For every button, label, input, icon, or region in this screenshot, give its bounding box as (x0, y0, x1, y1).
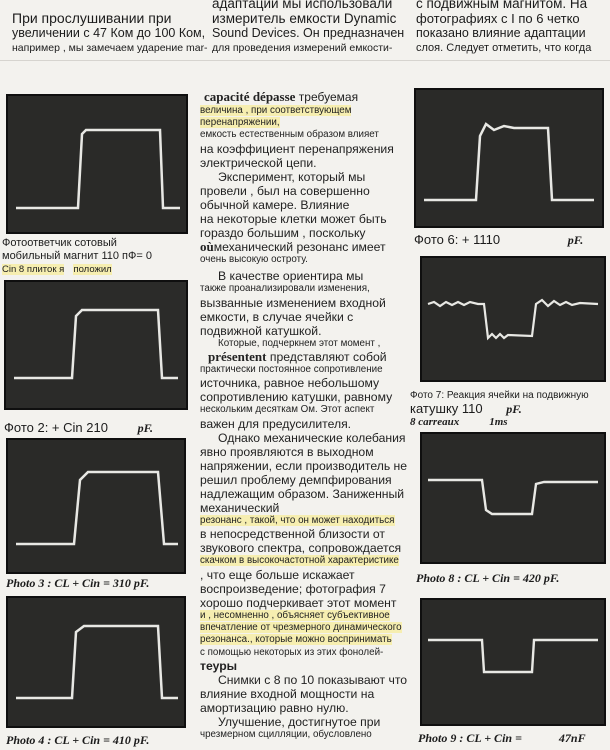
caption-photo-3: Photo 3 : CL + Cin = 310 pF. (6, 576, 150, 590)
text: в непосредственной близости от звукового спектра, сопровождается (200, 527, 402, 556)
caption-highlight: положил (73, 264, 112, 275)
top-mid-line: Sound Devices. Он предназначен (212, 26, 405, 40)
french-word: dépasse (252, 89, 296, 104)
text: представляют собой (269, 349, 387, 364)
text: вызванные изменением входной емкости, в случае ячейки с подвижной катушкой. (200, 295, 386, 338)
text: требуемая (298, 90, 359, 104)
caption-photo-1 (2, 237, 152, 276)
text: теуры (200, 659, 238, 674)
caption-line: Фотоответчик сотовый (2, 237, 117, 249)
oscilloscope-photo-3 (6, 438, 186, 574)
caption-unit: 47nF (558, 731, 586, 745)
caption-photo-6 (414, 232, 583, 248)
caption-highlight: Cin 8 плиток я (2, 264, 65, 275)
caption-unit: pF. (567, 233, 584, 247)
caption-text: 8 carreaux (410, 416, 460, 428)
caption-photo-4: Photo 4 : CL + Cin = 410 pF. (6, 733, 150, 747)
top-mid-line: измеритель емкости Dynamic (212, 11, 397, 26)
paragraph-5: Которые, подчеркнем этот момент , (218, 337, 381, 349)
caption-line: Фото 7: Реакция ячейки на подвижную (410, 390, 589, 401)
text: практически постоянное сопротивление (200, 363, 383, 375)
top-right-line: с подвижным магнитом. На (416, 0, 588, 11)
text: важен для предусилителя. (200, 416, 352, 431)
caption-line: мобильный магнит 110 пФ= 0 (2, 250, 152, 262)
paragraph-4: В качестве ориентира мы (218, 269, 364, 284)
oscilloscope-photo-2 (4, 280, 188, 410)
text: емкость естественным образом влияет (200, 129, 379, 141)
top-mid-line: для проведения измерений емкости- (212, 42, 393, 54)
top-right-line: показано влияние адаптации (416, 26, 586, 40)
top-right-line: слоя. Следует отметить, что когда (416, 42, 592, 54)
highlight-line (200, 105, 410, 130)
text: с помощью некоторых из этих фонолей- (200, 646, 384, 658)
caption-photo-8: Photo 8 : CL + Cin = 420 pF. (416, 571, 560, 585)
top-mid-text (212, 0, 404, 55)
text: также проанализировали изменения, (200, 283, 370, 295)
french-word: présentent (208, 348, 267, 364)
french-word: capacité (204, 89, 250, 104)
caption-text: 1ms (489, 416, 508, 428)
caption-photo-9 (418, 732, 586, 745)
top-left-line: увеличении с 47 Ком до 100 Ком, (12, 26, 206, 40)
caption-text: Photo 9 : CL + Cin = (418, 731, 522, 745)
highlight-line (200, 555, 410, 567)
text (200, 350, 410, 364)
paragraph-7: Снимки с 8 по 10 показывают что влияние входной мощности на амортизацию равно нулю. (200, 673, 408, 716)
text: очень высокую остроту. (200, 253, 308, 265)
highlight: величина , при соответствующем перенапряжении, (200, 104, 352, 128)
top-divider (0, 60, 610, 61)
caption-line (410, 402, 589, 416)
highlight-line (200, 610, 410, 647)
text: механический резонанс имеет (213, 239, 386, 254)
text: , что еще больше искажает воспроизведение; фотография 7 хорошо подчеркивает этот момент (200, 567, 397, 610)
text: нескольким десяткам Ом. Этот аспект (200, 404, 375, 416)
oscilloscope-photo-4 (6, 596, 186, 728)
caption-text: Фото 2: + Cin 210 (4, 420, 108, 435)
caption-photo-2 (4, 420, 153, 436)
caption-line (410, 416, 589, 429)
center-article-column (200, 90, 410, 742)
top-left-line: например , мы замечаем ударение mar- (12, 42, 208, 54)
highlight: резонанс , такой, что он может находиться (200, 514, 395, 526)
oscilloscope-photo-9 (420, 598, 606, 726)
top-left-line: При прослушивании при (12, 10, 172, 26)
paragraph-2: Эксперимент, который мы провели , был на совершенно обычной камере. Влияние (200, 169, 370, 212)
text: чрезмерном сцилляции, обусловлено (200, 729, 372, 741)
top-right-text (416, 0, 591, 55)
oscilloscope-photo-7 (420, 256, 606, 382)
paragraph-3 (200, 212, 410, 254)
caption-line (2, 263, 152, 276)
paragraph-6: Однако механические колебания явно проявляются в выходном напряжении, если производитель не решил проблему демпфирования надлежащим образом. Заниженный механический (200, 430, 408, 515)
paragraph-8: Улучшение, достигнутое при (218, 715, 381, 730)
highlight: и , несомненно , объясняет субъективное впечатление от чрезмерного динамического резонанса., которые можно воспринимать (200, 609, 402, 646)
highlight-line (200, 515, 410, 527)
caption-photo-7 (410, 389, 589, 429)
text: на некоторые клетки может быть гораздо большим , поскольку (200, 211, 387, 240)
top-right-line: фотографиях с I по 6 четко (416, 11, 580, 26)
oscilloscope-photo-6 (414, 88, 604, 228)
caption-text: Фото 6: + 1110 (414, 232, 501, 247)
text: на коэффициент перенапряжения электрической цепи. (200, 141, 394, 170)
caption-unit: pF. (137, 421, 154, 435)
text: источника, равное небольшому сопротивлению катушки, равному (200, 376, 393, 405)
top-mid-line: адаптации мы использовали (212, 0, 393, 11)
caption-text: катушку 110 (410, 401, 483, 416)
oscilloscope-photo-8 (420, 432, 606, 564)
caption-unit: pF. (506, 402, 522, 416)
top-left-text (12, 10, 208, 55)
highlight: скачком в высокочастотной характеристике (200, 555, 399, 567)
oscilloscope-photo-1 (6, 94, 188, 234)
paragraph-1 (200, 90, 410, 105)
french-word: où (200, 238, 214, 254)
